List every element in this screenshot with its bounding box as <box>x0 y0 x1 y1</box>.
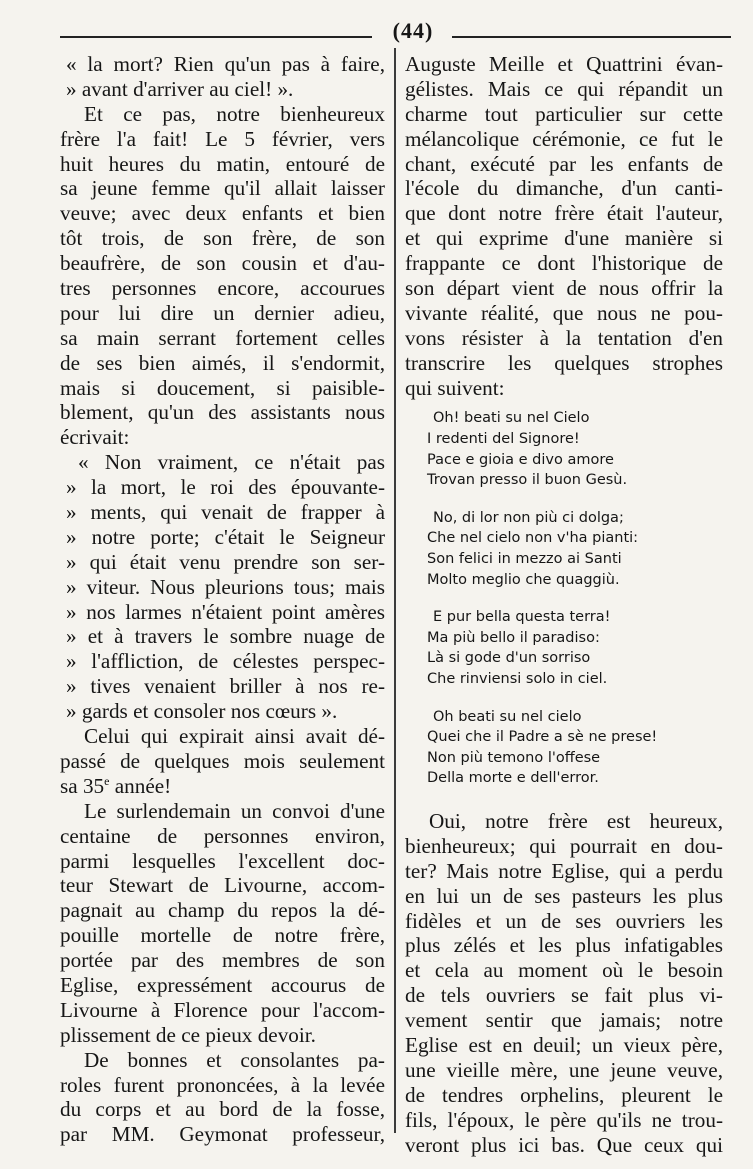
text-line: sa jeune femme qu'il allait laisser <box>60 176 385 201</box>
right-column <box>405 52 723 1157</box>
text-line: De bonnes et consolantes pa- <box>84 1047 385 1072</box>
text-line: blement, qu'un des assistants nous <box>60 400 385 425</box>
text-line: gélistes. Mais ce qui répandit un <box>405 76 723 101</box>
poem-line: I redenti del Signore! <box>427 431 580 448</box>
poem-stanza <box>427 707 723 789</box>
text-line: ter? Mais notre Eglise, qui a perdu <box>405 858 723 883</box>
text-line: fils, l'époux, le père qu'ils ne trou- <box>405 1107 723 1132</box>
text-line: parmi lesquelles l'excellent doc- <box>60 848 385 873</box>
header-rule-right <box>452 36 731 38</box>
text-line: huit heures du matin, entouré de <box>60 151 385 176</box>
text-line: en lui un de ses pasteurs les plus <box>405 883 723 908</box>
text-line: » viteur. Nous pleurions tous; mais <box>66 574 385 599</box>
text-line: centaine de personnes environ, <box>60 823 385 848</box>
text-line: sa 35e année! <box>60 773 172 798</box>
text-line: passé de quelques mois seulement <box>60 748 385 773</box>
text-line: écrivait: <box>60 425 130 450</box>
text-line: » tives venaient briller à nos re- <box>66 674 385 699</box>
text-line: vivante réalité, que nous ne pou- <box>405 300 723 325</box>
text-line: plus zélés et les plus infatigables <box>405 933 723 958</box>
column-divider <box>394 48 396 1133</box>
text-line: frappante ce dont l'historique de <box>405 251 723 276</box>
text-line: du corps et au bord de la fosse, <box>60 1097 385 1122</box>
poem-line: Là si gode d'un sorriso <box>427 650 591 667</box>
text-line: Et ce pas, notre bienheureux <box>84 101 385 126</box>
poem-line: Trovan presso il buon Gesù. <box>427 472 628 489</box>
text-line: beaufrère, de son cousin et d'au- <box>60 251 385 276</box>
page-number: (44) <box>392 18 434 43</box>
text-line: chant, exécuté par les enfants de <box>405 151 723 176</box>
text-line: une vieille mère, une jeune veuve, <box>405 1057 723 1082</box>
text-line: de tels ouvriers se fait plus vi- <box>405 983 723 1008</box>
text-line: plissement de ce pieux devoir. <box>60 1022 316 1047</box>
text-line: roles furent prononcées, à la levée <box>60 1072 385 1097</box>
poem-line: Oh beati su nel cielo <box>433 708 582 725</box>
text-line: par MM. Geymonat professeur, <box>60 1122 385 1147</box>
text-line: teur Stewart de Livourne, accom- <box>60 873 385 898</box>
text-line: Livourne à Florence pour l'accom- <box>60 997 385 1022</box>
text-line: son départ vient de nous offrir la <box>405 276 723 301</box>
poem-line: No, di lor non più ci dolga; <box>433 509 624 526</box>
poem-line: Oh! beati su nel Cielo <box>433 410 590 427</box>
poem-stanza <box>427 607 723 689</box>
text-line: l'école du dimanche, d'un canti- <box>405 176 723 201</box>
poem-line: Molto meglio che quaggiù. <box>427 571 620 588</box>
italian-hymn-poem <box>427 408 723 789</box>
text-line: veront plus ici bas. Que ceux qui <box>405 1132 723 1157</box>
poem-line: Quei che il Padre a sè ne prese! <box>427 729 658 746</box>
text-line: « la mort? Rien qu'un pas à faire, <box>66 52 385 76</box>
text-line: sa main serrant fortement celles <box>60 325 385 350</box>
text-line: veuve; avec deux enfants et bien <box>60 201 385 226</box>
poem-line: Che nel cielo non v'ha pianti: <box>427 530 639 547</box>
text-line: vons résister à la tentation d'en <box>405 325 723 350</box>
right-column-text-bottom <box>405 809 723 1157</box>
left-column <box>60 52 385 1147</box>
text-line: » notre porte; c'était le Seigneur <box>66 524 385 549</box>
right-column-text-top <box>405 52 723 400</box>
text-line: fidèles et un de ses ouvriers les <box>405 908 723 933</box>
text-line: Oui, notre frère est heureux, <box>429 808 723 833</box>
header-rule-left <box>60 36 372 38</box>
text-line: » ments, qui venait de frapper à <box>66 500 385 525</box>
text-line: tôt trois, de son frère, de son <box>60 226 385 251</box>
text-line: » la mort, le roi des épouvante- <box>66 475 385 500</box>
text-line: » qui était venu prendre son ser- <box>66 549 385 574</box>
poem-line: Ma più bello il paradiso: <box>427 629 600 646</box>
text-line: Eglise, expressément accourus de <box>60 972 385 997</box>
text-line: mélancolique cérémonie, ce fut le <box>405 126 723 151</box>
text-line: qui suivent: <box>405 375 505 400</box>
poem-line: Son felici in mezzo ai Santi <box>427 551 622 568</box>
poem-stanza <box>427 408 723 490</box>
text-line: » et à travers le sombre nuage de <box>66 624 385 649</box>
text-line: Eglise est en deuil; un vieux père, <box>405 1032 723 1057</box>
text-line: » gards et consoler nos cœurs ». <box>66 699 338 724</box>
poem-stanza <box>427 508 723 590</box>
page-header <box>60 18 731 43</box>
text-line: et cela au moment où le besoin <box>405 958 723 983</box>
text-line: de ses bien aimés, il s'endormit, <box>60 350 385 375</box>
poem-line: Della morte e dell'error. <box>427 770 599 787</box>
text-line: charme tout particulier sur cette <box>405 101 723 126</box>
poem-line: Pace e gioia e divo amore <box>427 451 614 468</box>
text-line: » l'affliction, de célestes perspec- <box>66 649 385 674</box>
poem-line: Che rinviensi solo in ciel. <box>427 671 608 687</box>
text-line: tres personnes encore, accourues <box>60 276 385 301</box>
text-line: de tendres orphelins, pleurent le <box>405 1082 723 1107</box>
poem-line: Non più temono l'offese <box>427 749 601 766</box>
text-line: transcrire les quelques strophes <box>405 350 723 375</box>
text-line: Auguste Meille et Quattrini évan- <box>405 52 723 76</box>
text-line: » nos larmes n'étaient point amères <box>66 599 385 624</box>
text-line: que dont notre frère était l'auteur, <box>405 201 723 226</box>
text-line: portée par des membres de son <box>60 948 385 973</box>
text-line: bienheureux; qui pourrait en dou- <box>405 833 723 858</box>
text-line: pagnait au champ du repos la dé- <box>60 898 385 923</box>
poem-line: E pur bella questa terra! <box>433 609 611 626</box>
text-line: » avant d'arriver au ciel! ». <box>66 76 294 101</box>
text-line: mais si doucement, si paisible- <box>60 375 385 400</box>
text-line: pour lui dire un dernier adieu, <box>60 300 385 325</box>
text-line: « Non vraiment, ce n'était pas <box>78 450 385 475</box>
text-line: et qui exprime d'une manière si <box>405 226 723 251</box>
text-line: Celui qui expirait ainsi avait dé- <box>84 724 385 749</box>
text-line: frère l'a fait! Le 5 février, vers <box>60 126 385 151</box>
text-line: pouille mortelle de notre frère, <box>60 923 385 948</box>
text-line: Le surlendemain un convoi d'une <box>84 798 385 823</box>
text-line: vement sentir que jamais; notre <box>405 1008 723 1033</box>
